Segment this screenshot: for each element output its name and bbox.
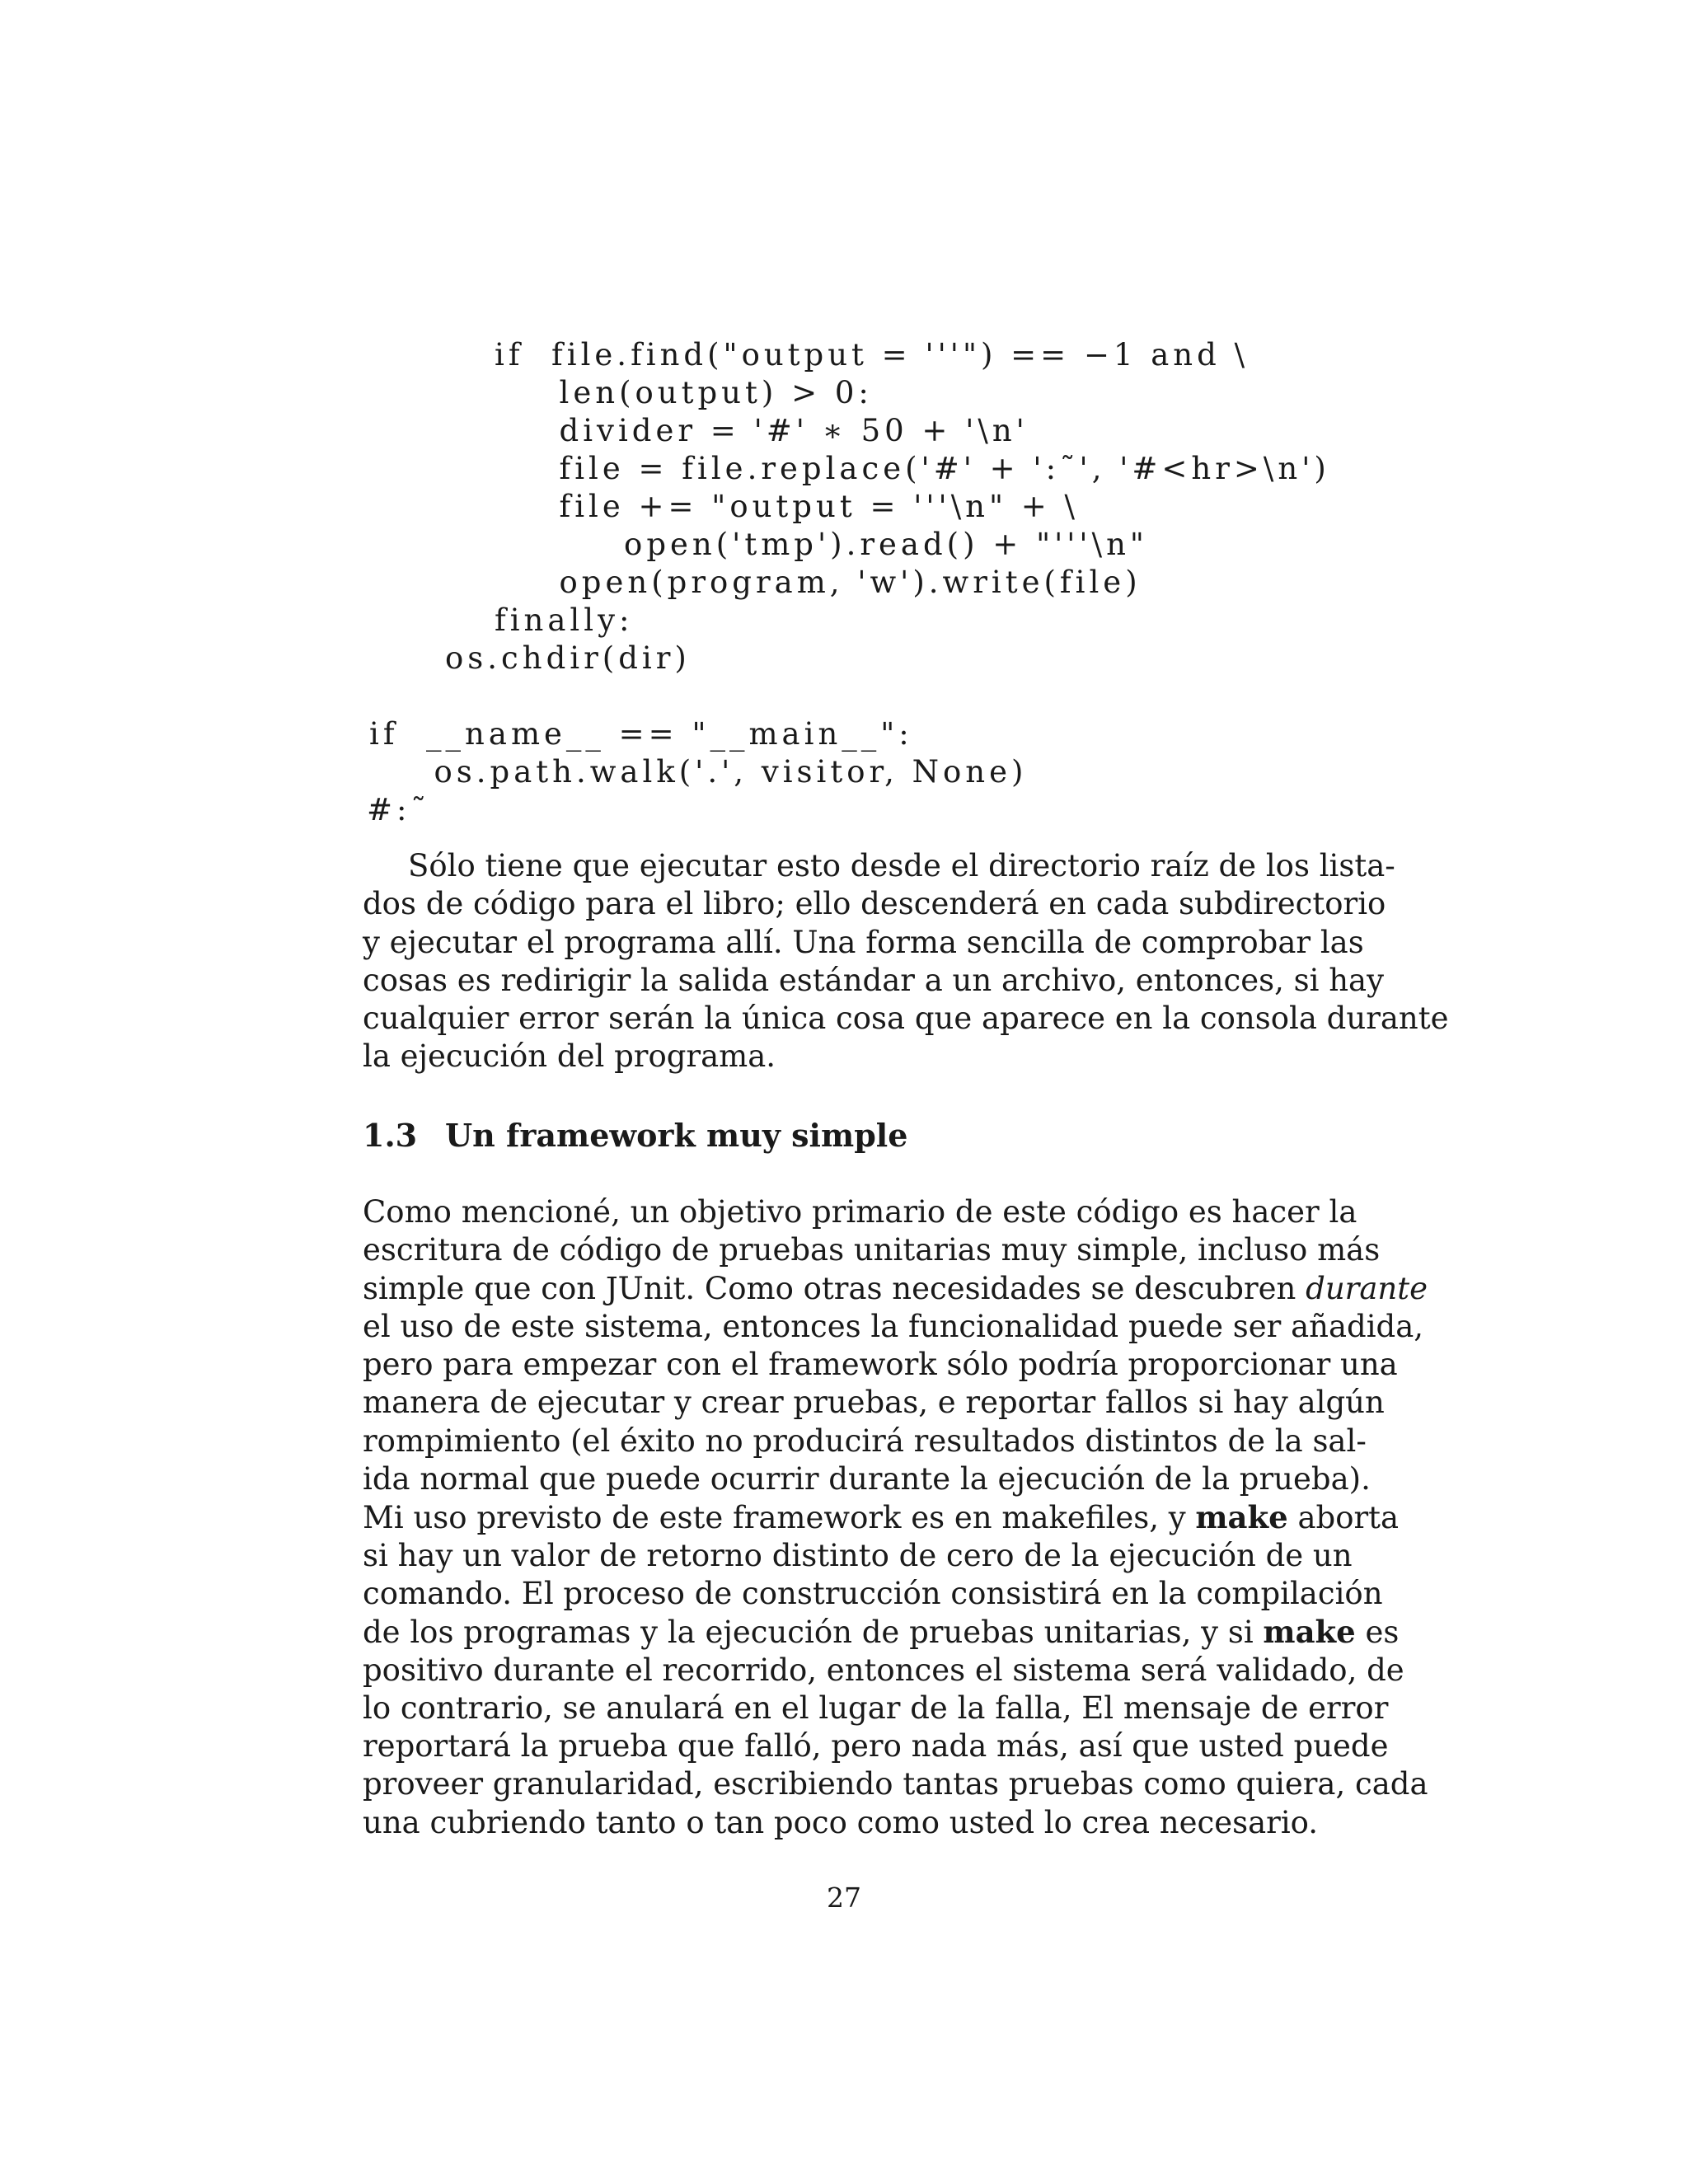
bold-make: make [1195, 1499, 1288, 1536]
text-run: de los programas y la ejecución de pruebas unitarias, y si [363, 1615, 1264, 1651]
text-line: rompimiento (el éxito no producirá resultados distintos de la sal- [363, 1422, 1367, 1459]
code-line: open('tmp').read() + "'''\n" [569, 527, 1148, 562]
code-line: open(program, 'w').write(file) [532, 565, 1142, 600]
text-line: una cubriendo tanto o tan poco como usted lo crea necesario. [363, 1804, 1319, 1840]
page-number: 27 [827, 1882, 861, 1914]
text-line: Como mencioné, un objetivo primario de este código es hacer la [363, 1194, 1357, 1230]
text-run: aborta [1287, 1500, 1400, 1536]
text-line [363, 1498, 1400, 1536]
text-line: comando. El proceso de construcción consistirá en la compilación [363, 1575, 1383, 1611]
text-line [363, 1613, 1400, 1651]
text-line: la ejecución del programa. [363, 1038, 776, 1075]
text-line: manera de ejecutar y crear pruebas, e reportar fallos si hay algún [363, 1385, 1385, 1421]
code-line: #:˜ [367, 792, 430, 827]
code-line: len(output) > 0: [532, 375, 873, 410]
section-number: 1.3 [363, 1117, 418, 1154]
text-line: ida normal que puede ocurrir durante la ejecución de la prueba). [363, 1461, 1371, 1497]
text-line: si hay un valor de retorno distinto de cero de la ejecución de un [363, 1537, 1353, 1573]
emphasis-durante: durante [1306, 1270, 1428, 1306]
text-line: lo contrario, se anulará en el lugar de la falla, El mensaje de error [363, 1690, 1389, 1726]
section-title: Un framework muy simple [445, 1117, 908, 1154]
paragraph-intro [363, 847, 1449, 1076]
code-line: finally: [495, 602, 634, 638]
bold-make: make [1263, 1614, 1356, 1651]
code-line: divider = '#' ∗ 50 + '\n' [532, 413, 1029, 448]
text-line: cualquier error serán la única cosa que aparece en la consola durante [363, 1001, 1449, 1037]
text-line: y ejecutar el programa allí. Una forma sencilla de comprobar las [363, 924, 1364, 960]
code-line: file += "output = '''\n" + \ [532, 489, 1080, 524]
paragraph-framework [363, 1193, 1428, 1842]
code-line: file = file.replace('#' + ':˜', '#<hr>\n') [532, 451, 1330, 486]
text-line: proveer granularidad, escribiendo tantas pruebas como quiera, cada [363, 1766, 1428, 1802]
code-line: if __name__ == "__main__": [369, 716, 913, 752]
text-line [363, 1270, 1428, 1308]
text-line: cosas es redirigir la salida estándar a un archivo, entonces, si hay [363, 962, 1385, 998]
text-line: dos de código para el libro; ello descenderá en cada subdirectorio [363, 886, 1386, 922]
text-line: Sólo tiene que ejecutar esto desde el directorio raíz de los lista- [408, 848, 1395, 883]
text-run: Mi uso previsto de este framework es en makefiles, y [363, 1500, 1196, 1536]
text-line: positivo durante el recorrido, entonces el sistema será validado, de [363, 1652, 1404, 1688]
code-line: if file.find("output = '''") == −1 and \ [495, 337, 1250, 373]
code-line: os.chdir(dir) [445, 640, 691, 676]
text-line: reportará la prueba que falló, pero nada más, así que usted puede [363, 1728, 1389, 1765]
code-line: os.path.walk('.', visitor, None) [406, 754, 1028, 790]
text-run: es [1355, 1615, 1400, 1651]
text-line: escritura de código de pruebas unitarias muy simple, incluso más [363, 1232, 1381, 1268]
text-run: simple que con JUnit. Como otras necesidades se descubren [363, 1270, 1306, 1306]
section-heading [363, 1117, 907, 1154]
text-line: pero para empezar con el framework sólo podría proporcionar una [363, 1347, 1398, 1383]
text-line: el uso de este sistema, entonces la funcionalidad puede ser añadida, [363, 1308, 1424, 1344]
